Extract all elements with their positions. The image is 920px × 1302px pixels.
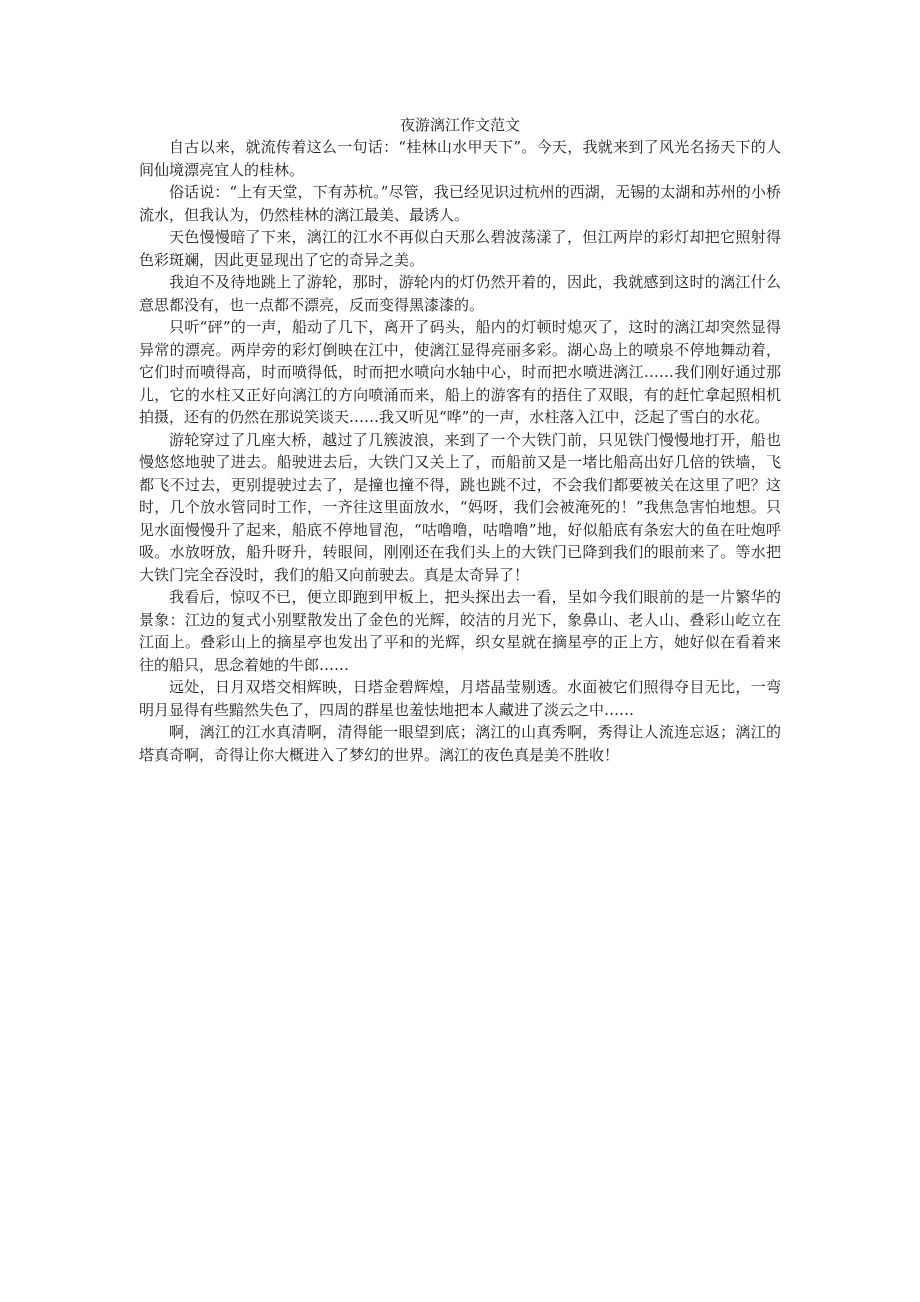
article-title: 夜游漓江作文范文 bbox=[399, 116, 520, 134]
paragraph-4: 我迫不及待地跳上了游轮，那时，游轮内的灯仍然开着的，因此，我就感到这时的漓江什么意思都没有，也一点都不漂亮，反而变得黑漆漆的。 bbox=[139, 273, 781, 314]
paragraph-1: 自古以来，就流传着这么一句话：“桂林山水甲天下”。今天，我就来到了风光名扬天下的人间仙境漂亮宜人的桂林。 bbox=[139, 138, 781, 179]
paragraph-8: 远处，日月双塔交相辉映，日塔金碧辉煌，月塔晶莹剔透。水面被它们照得夺目无比，一弯明月显得有些黯然失色了，四周的群星也羞怯地把本人藏进了淡云之中…… bbox=[139, 678, 781, 719]
paragraph-3: 天色慢慢暗了下来，漓江的江水不再似白天那么碧波荡漾了，但江两岸的彩灯却把它照射得色彩斑斓，因此更显现出了它的奇异之美。 bbox=[139, 228, 781, 269]
article-body bbox=[139, 114, 781, 766]
paragraph-9: 啊，漓江的江水真清啊，清得能一眼望到底；漓江的山真秀啊，秀得让人流连忘返；漓江的塔真奇啊，奇得让你大概进入了梦幻的世界。漓江的夜色真是美不胜收！ bbox=[139, 723, 781, 764]
paragraph-6: 游轮穿过了几座大桥，越过了几簇波浪，来到了一个大铁门前，只见铁门慢慢地打开，船也慢悠悠地驶了进去。船驶进去后，大铁门又关上了，而船前又是一堵比船高出好几倍的铁墙，飞都飞不过去，更别提驶过去了，是撞也撞不得，跳也跳不过，不会我们都要被关在这里了吧？这时，几个放水管同时工作，一齐往这里面放水，“妈呀，我们会被淹死的！”我焦急害怕地想。只见水面慢慢升了起来，船底不停地冒泡，“咕噜噜，咕噜噜”地，好似船底有条宏大的鱼在吐炮呼吸。水放呀放，船升呀升，转眼间，刚刚还在我们头上的大铁门已降到我们的眼前来了。等水把大铁门完全吞没时，我们的船又向前驶去。真是太奇异了！ bbox=[139, 430, 781, 584]
paragraph-7: 我看后，惊叹不已，便立即跑到甲板上，把头探出去一看，呈如今我们眼前的是一片繁华的景象：江边的复式小别墅散发出了金色的光辉，皎洁的月光下，象鼻山、老人山、叠彩山屹立在江面上。叠彩山上的摘星亭也发出了平和的光辉，织女星就在摘星亭的正上方，她好似在看着来往的船只，思念着她的牛郎…… bbox=[139, 588, 781, 674]
paragraph-5: 只听“砰”的一声，船动了几下，离开了码头，船内的灯顿时熄灭了，这时的漓江却突然显得异常的漂亮。两岸旁的彩灯倒映在江中，使漓江显得亮丽多彩。湖心岛上的喷泉不停地舞动着，它们时而喷得高，时而喷得低，时而把水喷向水轴中心，时而把水喷进漓江……我们刚好通过那儿，它的水柱又正好向漓江的方向喷涌而来，船上的游客有的捂住了双眼，有的赶忙拿起照相机拍摄，还有的仍然在那说笑谈天……我又听见“哗”的一声，水柱落入江中，泛起了雪白的水花。 bbox=[139, 318, 781, 426]
paragraph-2: 俗话说：“上有天堂，下有苏杭。”尽管，我已经见识过杭州的西湖，无锡的太湖和苏州的小桥流水，但我认为，仍然桂林的漓江最美、最诱人。 bbox=[139, 183, 781, 224]
